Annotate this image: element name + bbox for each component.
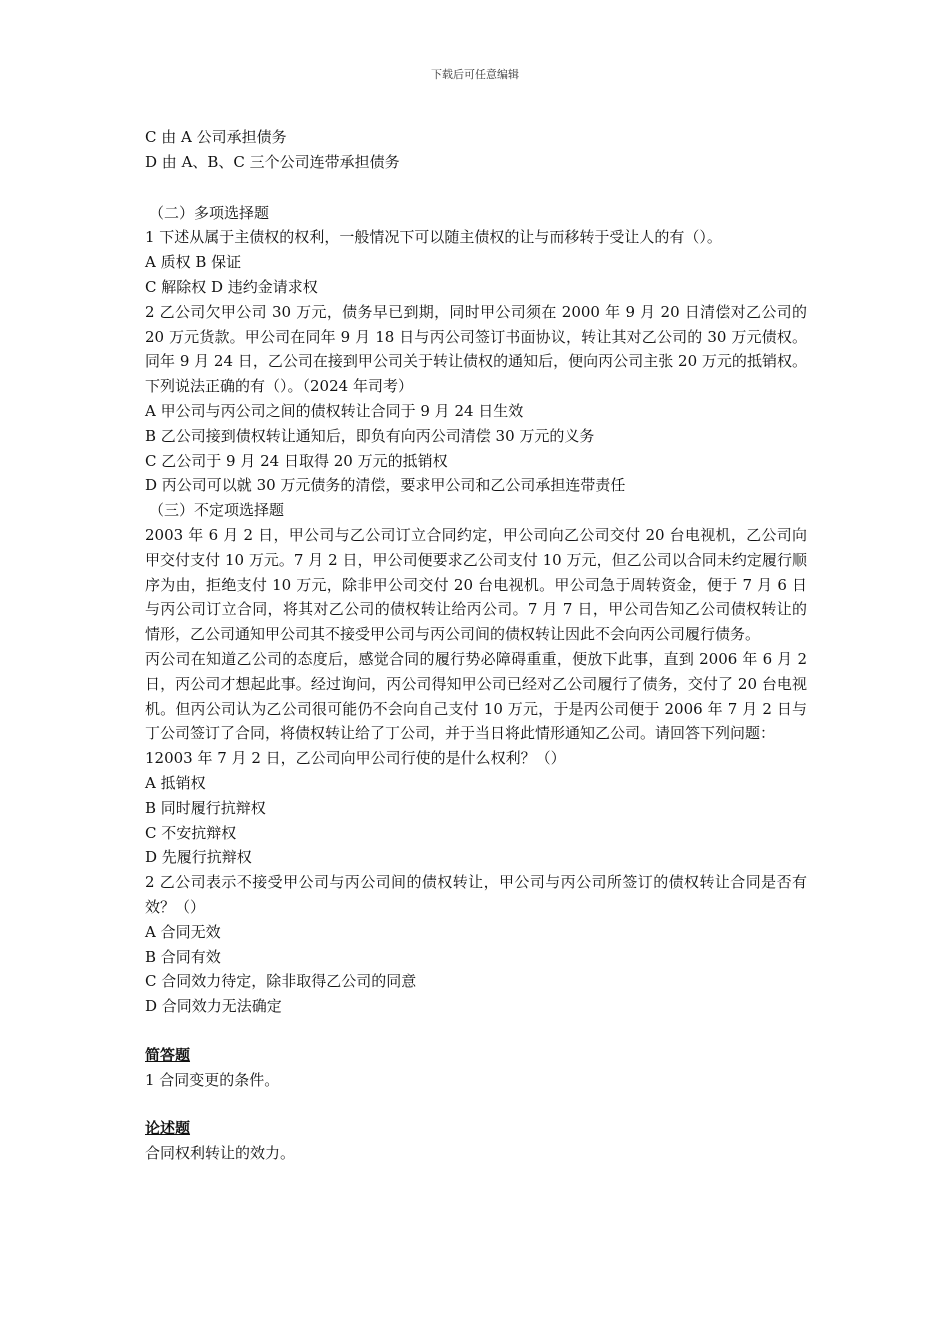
question-option: D 丙公司可以就 30 万元债务的清偿，要求甲公司和乙公司承担连带责任 (145, 476, 626, 495)
page-header-note: 下载后可任意编辑 (431, 68, 519, 81)
question-option: A 抵销权 (145, 773, 206, 792)
question-option: C 不安抗辩权 (145, 823, 237, 842)
question-option: B 合同有效 (145, 947, 221, 966)
case-paragraph: 2003 年 6 月 2 日，甲公司与乙公司订立合同约定，甲公司向乙公司交付 20 台电视机，乙公司向甲交付支付 10 万元。7 月 2 日，甲公司便要求乙公司支付 10 万元，但乙公司以合同未约定履行顺序为由，拒绝支付 10 万元，除非甲公司交付 20 台电视机。甲公司急于周转资金，便于 7 月 6 日与丙公司订立合同，将其对乙公司的债权转让给丙公司。7 月 7 日，甲公司告知乙公司债权转让的情形，乙公司通知甲公司其不接受甲公司与丙公司间的债权转让因此不会向丙公司履行债务。 (145, 525, 807, 644)
essay-question: 合同权利转让的效力。 (145, 1144, 296, 1163)
question-options: C 解除权 D 违约金请求权 (145, 277, 318, 296)
question-option: C 乙公司于 9 月 24 日取得 20 万元的抵销权 (145, 451, 448, 470)
question-stem: 2 乙公司欠甲公司 30 万元，债务早已到期，同时甲公司须在 2000 年 9 月 20 日清偿对乙公司的 20 万元货款。甲公司在同年 9 月 18 日与丙公司签订书面协议，转让其对乙公司的 30 万元债权。同年 9 月 24 日，乙公司在接到甲公司关于转让债权的通知后，便向丙公司主张 20 万元的抵销权。下列说法正确的有（）。（2024 年司考） (145, 302, 807, 396)
section-title-multiple-choice: （二）多项选择题 (149, 203, 270, 222)
question-stem: 2 乙公司表示不接受甲公司与丙公司间的债权转让，甲公司与丙公司所签订的债权转让合同是否有效？（） (145, 873, 807, 916)
question-option: D 合同效力无法确定 (145, 997, 282, 1016)
document-body (145, 125, 807, 1166)
spacer (145, 175, 807, 201)
question-stem: 12003 年 7 月 2 日，乙公司向甲公司行使的是什么权利？（） (145, 749, 566, 768)
section-title-essay: 论述题 (145, 1119, 191, 1138)
question-options: A 质权 B 保证 (145, 253, 242, 272)
question-option: D 先履行抗辩权 (145, 848, 252, 867)
short-answer-question: 1 合同变更的条件。 (145, 1070, 280, 1089)
option-d: D 由 A、B、C 三个公司连带承担债务 (145, 152, 400, 171)
question-option: C 合同效力待定，除非取得乙公司的同意 (145, 972, 417, 991)
question-option: B 同时履行抗辩权 (145, 798, 266, 817)
spacer (145, 1092, 807, 1116)
question-stem: 1 下述从属于主债权的权利，一般情况下可以随主债权的让与而移转于受让人的有（）。 (145, 228, 722, 247)
case-paragraph: 丙公司在知道乙公司的态度后，感觉合同的履行势必障碍重重，便放下此事，直到 2006 年 6 月 2 日，丙公司才想起此事。经过询问，丙公司得知甲公司已经对乙公司履行了债务，交付了 20 台电视机。但丙公司认为乙公司很可能仍不会向自己支付 10 万元，于是丙公司便于 2006 年 7 月 2 日与丁公司签订了合同，将债权转让给了丁公司，并于当日将此情形通知乙公司。请回答下列问题： (145, 649, 807, 743)
question-option: B 乙公司接到债权转让通知后，即负有向丙公司清偿 30 万元的义务 (145, 426, 595, 445)
section-title-short-answer: 简答题 (145, 1045, 191, 1064)
section-title-indefinite-choice: （三）不定项选择题 (149, 501, 285, 520)
option-c: C 由 A 公司承担债务 (145, 128, 287, 146)
question-option: A 合同无效 (145, 922, 221, 941)
question-option: A 甲公司与丙公司之间的债权转让合同于 9 月 24 日生效 (145, 401, 524, 420)
spacer (145, 1019, 807, 1043)
